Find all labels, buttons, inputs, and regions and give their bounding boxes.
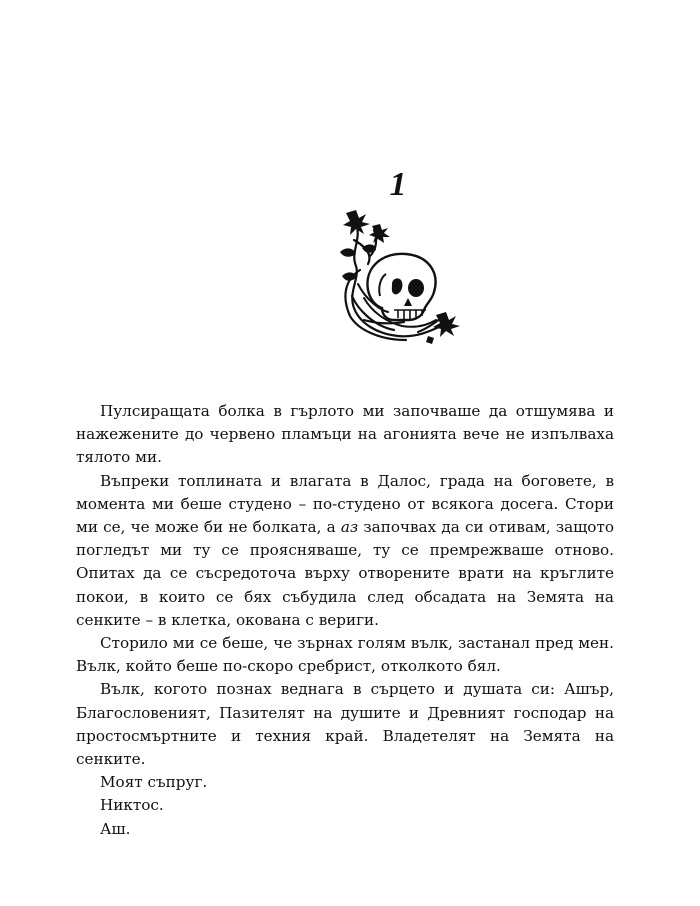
emphasized-word: аз: [340, 518, 359, 537]
paragraph: Никтос.: [100, 796, 164, 815]
paragraph: Вълк, когото познах веднага в сърцето и душата си: Ашър, Благословеният, Пазителят на душите и Древният господар на простосмъртните и техния край. Владетелят на Земята на сенките.: [76, 680, 614, 769]
chapter-text: [76, 400, 614, 841]
paragraph: [76, 470, 614, 632]
paragraph-text: започвах да си отивам, защото погледът ми ту се проясняваше, ту се премрежваше отново. Опитах да се съсредоточа върху отворените врати на кръглите покои, в които се бях събудила след обсадата на Земята на сенките – в клетка, окована с вериги.: [76, 518, 614, 629]
paragraph: Аш.: [100, 819, 131, 838]
chapter-number: 1: [389, 166, 407, 203]
paragraph: Пулсиращата болка в гърлото ми започваше да отшумява и нажежените до червено пламъци на агонията вече не изпълваха тялото ми.: [76, 402, 614, 467]
paragraph: Моят съпруг.: [100, 773, 208, 792]
paragraph-text: Въпреки топлината и влагата в Далос, града на боговете, в момента ми беше студено – по-студено от всякога досега. Стори ми се, че може би не болката, а: [76, 471, 614, 537]
skull-with-vines-icon: [328, 200, 468, 350]
paragraph: Сторило ми се беше, че зърнах голям вълк, застанал пред мен. Вълк, който беше по-скоро сребрист, отколкото бял.: [76, 634, 614, 676]
